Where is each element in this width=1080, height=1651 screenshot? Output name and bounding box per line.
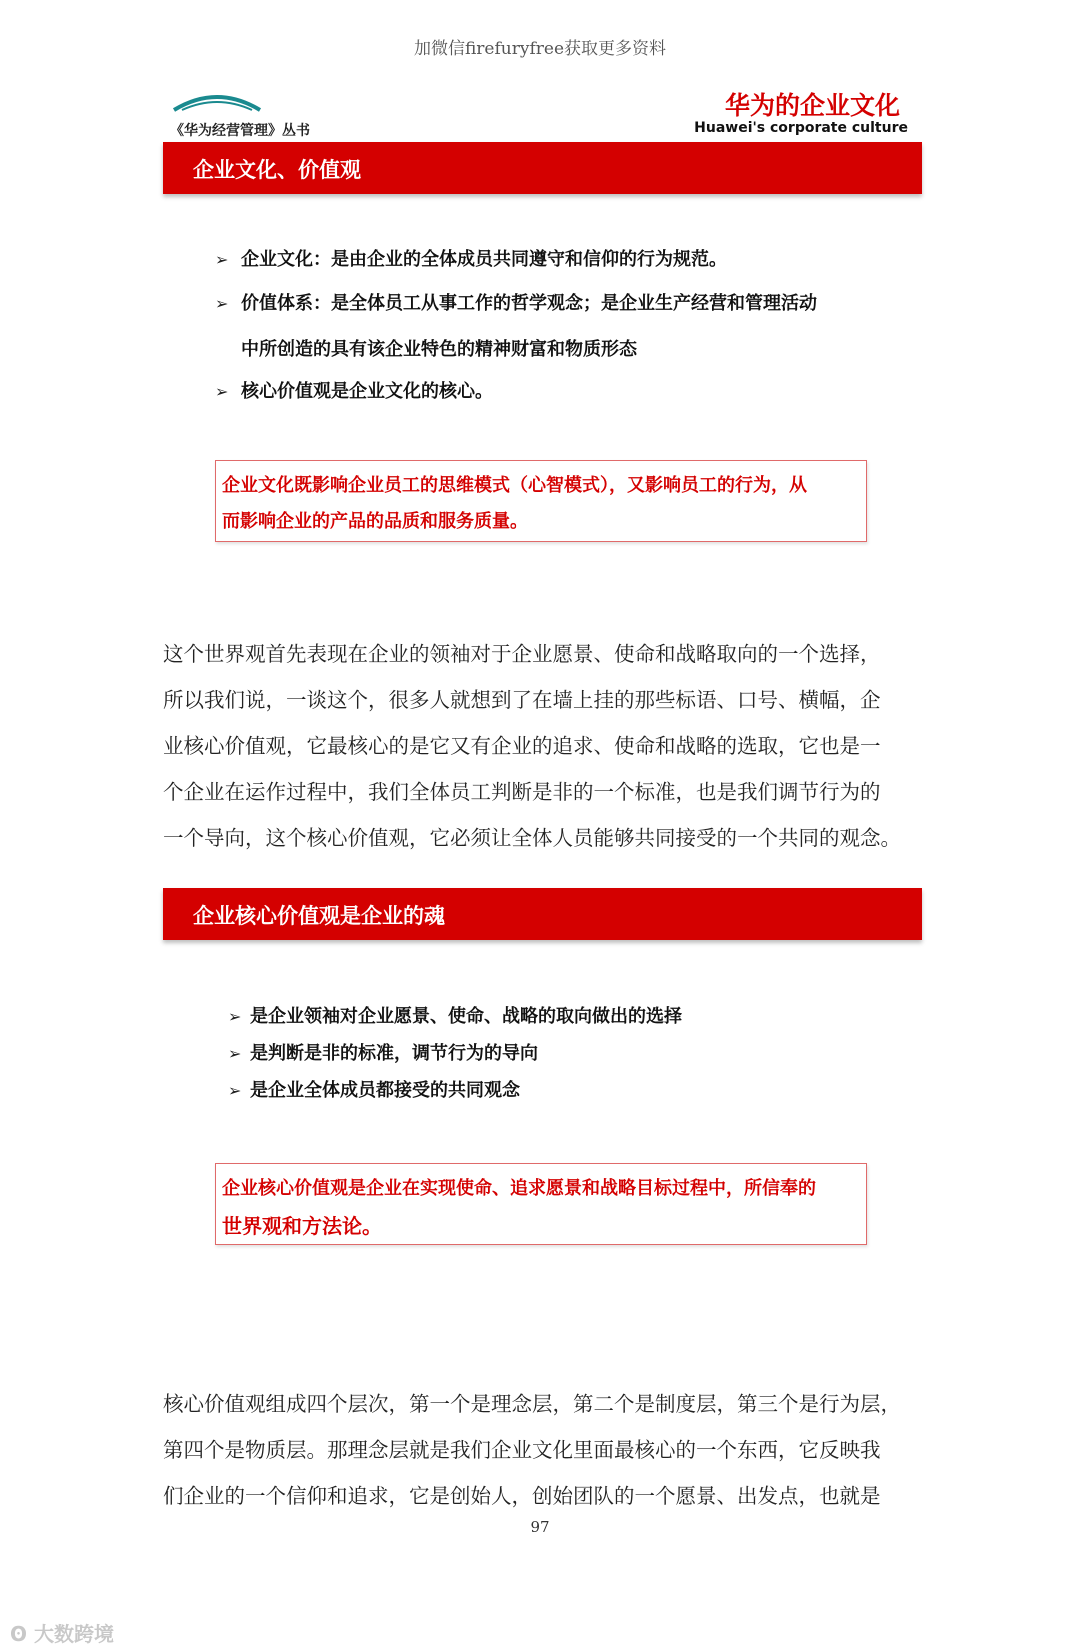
callout-box [215, 460, 867, 542]
section-banner-culture [163, 142, 922, 194]
top-watermark: 加微信firefuryfree获取更多资料 [413, 39, 667, 59]
body-line: 们企业的一个信仰和追求，它是创始人，创始团队的一个愿景、出发点，也就是 [163, 1484, 881, 1508]
bullet-item [215, 291, 817, 317]
bullet-item [215, 379, 493, 405]
body-line: 核心价值观组成四个层次，第一个是理念层，第二个是制度层，第三个是行为层， [163, 1392, 901, 1416]
banner-title: 企业文化、价值观 [193, 158, 361, 182]
bullet-item [228, 1078, 520, 1104]
bullet-text: 是企业领袖对企业愿景、使命、战略的取向做出的选择 [250, 1006, 682, 1027]
section-banner-core-values [163, 888, 922, 940]
body-line: 业核心价值观，它最核心的是它又有企业的追求、使命和战略的选取，它也是一 [163, 734, 881, 758]
arrow-bullet-icon: ➢ [215, 250, 229, 269]
callout-line: 而影响企业的产品的品质和服务质量。 [222, 511, 528, 532]
arrow-bullet-icon: ➢ [215, 382, 229, 401]
bullet-item [215, 247, 727, 273]
body-line: 第四个是物质层。那理念层就是我们企业文化里面最核心的一个东西，它反映我 [163, 1438, 881, 1462]
arrow-bullet-icon: ➢ [215, 294, 229, 313]
brand-subtitle: Huawei's corporate culture [694, 120, 908, 136]
body-line: 个企业在运作过程中，我们全体员工判断是非的一个标准，也是我们调节行为的 [163, 780, 881, 804]
corner-watermark-text: 大数跨境 [33, 1622, 114, 1646]
callout-line: 企业核心价值观是企业在实现使命、追求愿景和战略目标过程中，所信奉的 [222, 1178, 816, 1199]
publisher-logo [172, 90, 262, 112]
book-series-label: 《华为经营管理》丛书 [170, 123, 310, 139]
bullet-item [228, 1041, 538, 1067]
chat-bubble-icon: ʘ [10, 1622, 28, 1646]
body-line: 这个世界观首先表现在企业的领袖对于企业愿景、使命和战略取向的一个选择， [163, 642, 881, 666]
arrow-bullet-icon: ➢ [228, 1081, 242, 1100]
bullet-text: 企业文化：是由企业的全体成员共同遵守和信仰的行为规范。 [241, 249, 727, 270]
bullet-text: 价值体系：是全体员工从事工作的哲学观念；是企业生产经营和管理活动 [241, 293, 817, 314]
arrow-bullet-icon: ➢ [228, 1007, 242, 1026]
corner-watermark [10, 1618, 114, 1647]
callout-line: 世界观和方法论。 [222, 1214, 382, 1238]
body-line: 所以我们说，一谈这个，很多人就想到了在墙上挂的那些标语、口号、横幅，企 [163, 688, 881, 712]
bullet-text: 是判断是非的标准，调节行为的导向 [250, 1043, 538, 1064]
arrow-bullet-icon: ➢ [228, 1044, 242, 1063]
callout-box [215, 1163, 867, 1245]
banner-title: 企业核心价值观是企业的魂 [193, 904, 445, 928]
callout-line: 企业文化既影响企业员工的思维模式（心智模式），又影响员工的行为，从 [222, 475, 807, 496]
bullet-continuation: 中所创造的具有该企业特色的精神财富和物质形态 [241, 339, 637, 360]
page-number: 97 [530, 1518, 550, 1536]
bullet-item [228, 1004, 682, 1030]
brand-title: 华为的企业文化 [724, 91, 900, 120]
bullet-text: 是企业全体成员都接受的共同观念 [250, 1080, 520, 1101]
bullet-text: 核心价值观是企业文化的核心。 [241, 381, 493, 402]
body-line: 一个导向，这个核心价值观，它必须让全体人员能够共同接受的一个共同的观念。 [163, 826, 901, 850]
